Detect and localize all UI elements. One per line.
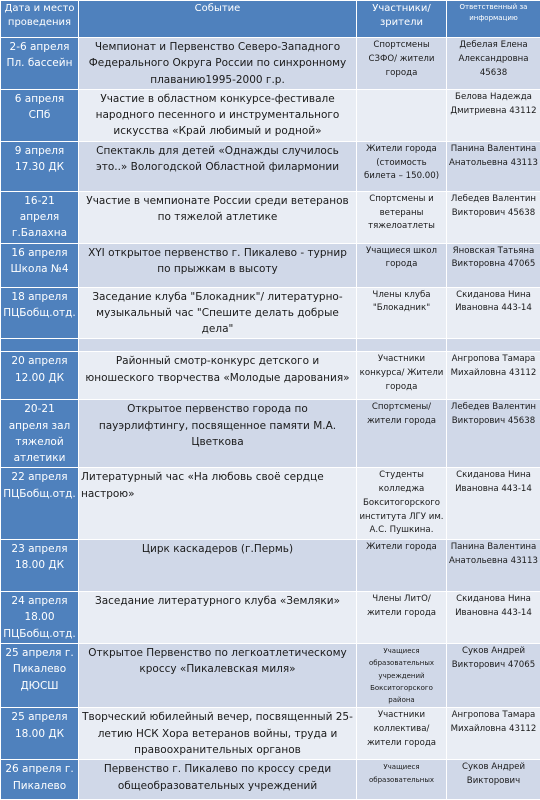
date-place-cell: [1, 339, 79, 352]
responsible-cell: Скиданова Нина Ивановна 443-14: [447, 468, 540, 540]
responsible-cell: Суков Андрей Викторович: [447, 760, 540, 800]
event-cell: Первенство г. Пикалево по кроссу среди общеобразовательных учреждений: [79, 760, 357, 800]
event-cell: Открытое первенство города по пауэрлифтингу, посвященное памяти М.А. Цветкова: [79, 400, 357, 468]
date-place-cell: 18 апреля ПЦБобщ.отд.: [1, 287, 79, 339]
table-row: [1, 141, 540, 191]
participants-cell: Жители города (стоимость билета – 150.00): [357, 141, 447, 191]
event-cell: Заседание клуба "Блокадник"/ литературно-музыкальный час "Спешите делать добрые дела": [79, 287, 357, 339]
date-place-cell: 22 апреля ПЦБобщ.отд.: [1, 468, 79, 540]
responsible-cell: Скиданова Нина Ивановна 443-14: [447, 287, 540, 339]
responsible-cell: Суков Андрей Викторович 47065: [447, 644, 540, 708]
table-row-empty: [1, 339, 540, 352]
responsible-cell: Панина Валентина Анатольевна 43113: [447, 540, 540, 592]
date-place-cell: 25 апреля г. Пикалево ДЮСШ: [1, 644, 79, 708]
table-row: [1, 89, 540, 141]
responsible-cell: Лебедев Валентин Викторович 45638: [447, 400, 540, 468]
table-row: [1, 352, 540, 400]
date-place-cell: 6 апреля СПб: [1, 89, 79, 141]
table-row: [1, 400, 540, 468]
table-row: [1, 191, 540, 243]
participants-cell: Учащиеся образовательных учреждений Бокситогорского района: [357, 644, 447, 708]
date-place-cell: 16-21 апреля г.Балахна: [1, 191, 79, 243]
header-event: Событие: [79, 1, 357, 38]
date-place-cell: 26 апреля г. Пикалево: [1, 760, 79, 800]
date-place-cell: 20-21 апреля зал тяжелой атлетики: [1, 400, 79, 468]
responsible-cell: Скиданова Нина Ивановна 443-14: [447, 592, 540, 644]
table-header: [1, 1, 540, 38]
date-place-cell: 23 апреля 18.00 ДК: [1, 540, 79, 592]
event-cell: Литературный час «На любовь своё сердце настрою»: [79, 468, 357, 540]
table-row: [1, 644, 540, 708]
date-place-cell: 20 апреля 12.00 ДК: [1, 352, 79, 400]
responsible-cell: Лебедев Валентин Викторович 45638: [447, 191, 540, 243]
participants-cell: Участники коллектива/жители города: [357, 708, 447, 760]
event-cell: Творческий юбилейный вечер, посвященный 25-летию НСК Хора ветеранов войны, труда и правоохранительных органов: [79, 708, 357, 760]
participants-cell: Члены клуба "Блокадник": [357, 287, 447, 339]
responsible-cell: Панина Валентина Анатольевна 43113: [447, 141, 540, 191]
header-date-place: Дата и место проведения: [1, 1, 79, 38]
participants-cell: Жители города: [357, 540, 447, 592]
event-cell: [79, 339, 357, 352]
participants-cell: Учащиеся образовательных: [357, 760, 447, 800]
event-cell: Заседание литературного клуба «Земляки»: [79, 592, 357, 644]
participants-cell: Студенты колледжа Бокситогорского института ЛГУ им. А.С. Пушкина.: [357, 468, 447, 540]
table-row: [1, 287, 540, 339]
date-place-cell: 25 апреля 18.00 ДК: [1, 708, 79, 760]
header-responsible: Ответственный за информацию: [447, 1, 540, 38]
responsible-cell: [447, 339, 540, 352]
header-participants: Участники/зрители: [357, 1, 447, 38]
date-place-cell: 2-6 апреля Пл. бассейн: [1, 38, 79, 90]
table-row: [1, 592, 540, 644]
responsible-cell: Дебелая Елена Александровна 45638: [447, 38, 540, 90]
responsible-cell: Ангропова Тамара Михайловна 43112: [447, 708, 540, 760]
participants-cell: Спортсмены/ жители города: [357, 400, 447, 468]
event-cell: Участие в чемпионате России среди ветеранов по тяжелой атлетике: [79, 191, 357, 243]
responsible-cell: Яновская Татьяна Викторовна 47065: [447, 243, 540, 287]
responsible-cell: Ангропова Тамара Михайловна 43112: [447, 352, 540, 400]
participants-cell: Учащиеся школ города: [357, 243, 447, 287]
event-cell: Открытое Первенство по легкоатлетическому кроссу «Пикалевская миля»: [79, 644, 357, 708]
event-cell: Цирк каскадеров (г.Пермь): [79, 540, 357, 592]
event-cell: XYI открытое первенство г. Пикалево - турнир по прыжкам в высоту: [79, 243, 357, 287]
event-cell: Районный смотр-конкурс детского и юношеского творчества «Молодые дарования»: [79, 352, 357, 400]
participants-cell: [357, 89, 447, 141]
participants-cell: Спортсмены СЗФО/ жители города: [357, 38, 447, 90]
table-row: [1, 760, 540, 800]
table-row: [1, 38, 540, 90]
table-row: [1, 468, 540, 540]
participants-cell: Члены ЛитО/жители города: [357, 592, 447, 644]
participants-cell: [357, 339, 447, 352]
date-place-cell: 16 апреля Школа №4: [1, 243, 79, 287]
table-row: [1, 243, 540, 287]
participants-cell: Участники конкурса/ Жители города: [357, 352, 447, 400]
table-row: [1, 708, 540, 760]
table-row: [1, 540, 540, 592]
responsible-cell: Белова Надежда Дмитриевна 43112: [447, 89, 540, 141]
event-cell: Спектакль для детей «Однажды случилось это..» Вологодской Областной филармонии: [79, 141, 357, 191]
date-place-cell: 24 апреля 18.00 ПЦБобщ.отд.: [1, 592, 79, 644]
participants-cell: Спортсмены и ветераны тяжелоатлеты: [357, 191, 447, 243]
event-cell: Участие в областном конкурсе-фестивале народного песенного и инструментального искусства «Край любимый и родной»: [79, 89, 357, 141]
date-place-cell: 9 апреля 17.30 ДК: [1, 141, 79, 191]
event-cell: Чемпионат и Первенство Северо-Западного Федерального Округа России по синхронному плаванию1995-2000 г.р.: [79, 38, 357, 90]
